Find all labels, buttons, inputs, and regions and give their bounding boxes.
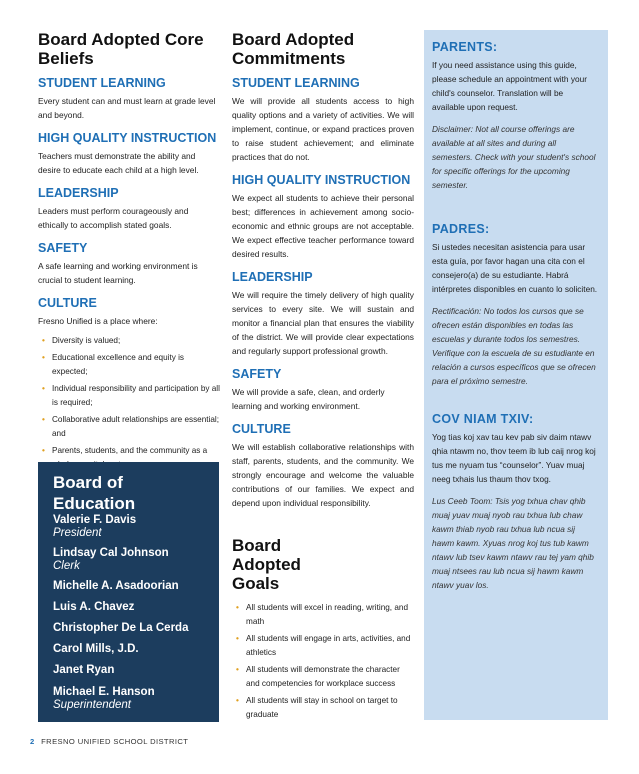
footer-text: FRESNO UNIFIED SCHOOL DISTRICT	[41, 737, 189, 746]
parents-text: If you need assistance using this guide, please schedule an appointment with your child's counselor. Translation will be available upon request.	[432, 60, 587, 112]
core-beliefs-column	[38, 30, 220, 475]
leadership-heading: LEADERSHIP	[232, 270, 313, 284]
goals-title: Board Adopted Goals	[232, 536, 301, 593]
hqi-heading: HIGH QUALITY INSTRUCTION	[232, 173, 411, 187]
safety-text: A safe learning and working environment is crucial to student learning.	[38, 261, 198, 285]
culture-text: Fresno Unified is a place where:	[38, 316, 158, 326]
core-beliefs-title: Board Adopted Core Beliefs	[38, 30, 204, 68]
bullet-icon: •	[42, 353, 45, 362]
hmong-text: Yog tias koj xav tau kev pab siv daim ntawv qhia ntawm no, thov teem ib lub caij nrog koj tus me nyuam tus “counselor”. Yuav muaj neeg txhais lus thaum thov txog.	[432, 432, 596, 484]
goals-list	[232, 601, 414, 722]
commitments-title: Board Adopted Commitments	[232, 30, 355, 68]
board-member: Michael E. Hanson Superintendent	[53, 686, 155, 711]
board-member: Lindsay Cal Johnson Clerk	[53, 547, 169, 572]
bullet-icon: •	[42, 415, 45, 424]
leadership-text: Leaders must perform courageously and ethically to accomplish stated goals.	[38, 206, 189, 230]
culture-heading: CULTURE	[232, 422, 291, 436]
parents-heading: PARENTS:	[432, 40, 498, 54]
bullet-icon: •	[42, 446, 45, 455]
safety-text: We will provide a safe, clean, and orderly learning and working environment.	[232, 387, 385, 411]
bullet-icon: •	[236, 665, 239, 674]
bullet-icon: •	[236, 603, 239, 612]
bullet-icon: •	[42, 336, 45, 345]
leadership-heading: LEADERSHIP	[38, 186, 119, 200]
bullet-icon: •	[236, 634, 239, 643]
page-number: 2	[30, 737, 35, 746]
list-item: • Educational excellence and equity is expected;	[42, 353, 184, 376]
bullet-icon: •	[236, 696, 239, 705]
student-learning-heading: STUDENT LEARNING	[232, 76, 360, 90]
list-item: • All students will demonstrate the character and competencies for workplace success	[236, 665, 400, 688]
board-member: Carol Mills, J.D.	[53, 643, 139, 655]
padres-disclaimer: Rectificación: No todos los cursos que se ofrecen están disponibles en todas las escuelas y durante todos los semestres. Verifique con la escuela de su estudiante en relación a cursos específicos que se ofrecen para el próximo semestre.	[432, 306, 596, 386]
hqi-text: We expect all students to achieve their personal best; differences in achievement among socio-economic and ethnic groups are not acceptable. We expect effective teacher performance toward desired results.	[232, 193, 414, 259]
hqi-text: Teachers must demonstrate the ability and desire to educate each child at a high level.	[38, 151, 199, 175]
student-learning-text: We will provide all students access to high quality options and a variety of activities. We will implement, continue, or expand practices proven to raise student achievement; and eliminate practices that do not.	[232, 96, 414, 162]
list-item: • Diversity is valued;	[42, 334, 220, 348]
board-of-education-box	[38, 462, 219, 722]
parents-disclaimer: Disclaimer: Not all course offerings are available at all sites and during all semesters. Check with your student's school for specific offerings for the upcoming semester.	[432, 124, 596, 190]
safety-heading: SAFETY	[38, 241, 88, 255]
page-footer	[30, 737, 188, 746]
padres-text: Si ustedes necesitan asistencia para usar esta guía, por favor hagan una cita con el consejero(a) de su estudiante. Habrá intérpretes disponibles en cuanto lo soliciten.	[432, 242, 598, 294]
list-item: • Collaborative adult relationships are essential; and	[42, 415, 220, 438]
board-member: Luis A. Chavez	[53, 601, 135, 613]
hmong-disclaimer: Lus Ceeb Toom: Tsis yog txhua chav qhib muaj yuav muaj nyob rau txhua lub chaw kawm thiab nyob rau txhua lub ncua sij hawm kawm. Xyuas nrog koj tus tub kawm ntawv lub tsev kawm ntawv rau tej yam qhib muaj ntsees rau lub ncua sij hawm kawm ntawv yuav los.	[432, 496, 594, 590]
board-member: Janet Ryan	[53, 664, 115, 676]
list-item: • All students will engage in arts, activities, and athletics	[236, 634, 411, 657]
list-item: • Parents, students, and the community as a	[42, 444, 220, 472]
list-item: • All students will stay in school on target to graduate	[236, 696, 398, 719]
culture-list	[38, 334, 220, 472]
commitments-column	[232, 30, 414, 725]
culture-text: We will establish collaborative relationships with staff, parents, students, and the community. We strongly encourage and welcome the valuable contributions of our families. We expect and depend upon individual responsibility.	[232, 442, 414, 508]
board-title: Board of Education	[53, 473, 136, 513]
board-member: Valerie F. Davis President	[53, 514, 137, 539]
list-item: • All students will excel in reading, writing, and math	[236, 603, 409, 626]
board-member: Michelle A. Asadoorian	[53, 580, 179, 592]
padres-heading: PADRES:	[432, 222, 490, 236]
list-item: • Individual responsibility and participation by all is required;	[42, 384, 220, 407]
student-learning-text: Every student can and must learn at grade level and beyond.	[38, 96, 216, 120]
board-member: Christopher De La Cerda	[53, 622, 189, 634]
culture-heading: CULTURE	[38, 296, 97, 310]
student-learning-heading: STUDENT LEARNING	[38, 76, 166, 90]
parents-sidebar	[424, 30, 608, 720]
leadership-text: We will require the timely delivery of high quality services to every site. We will sustain and monitor a financial plan that ensures the viability of the district. We will provide clear expectations and regularly support professional growth.	[232, 290, 414, 356]
hmong-heading: COV NIAM TXIV:	[432, 412, 534, 426]
bullet-icon: •	[42, 384, 45, 393]
hqi-heading: HIGH QUALITY INSTRUCTION	[38, 131, 217, 145]
safety-heading: SAFETY	[232, 367, 282, 381]
